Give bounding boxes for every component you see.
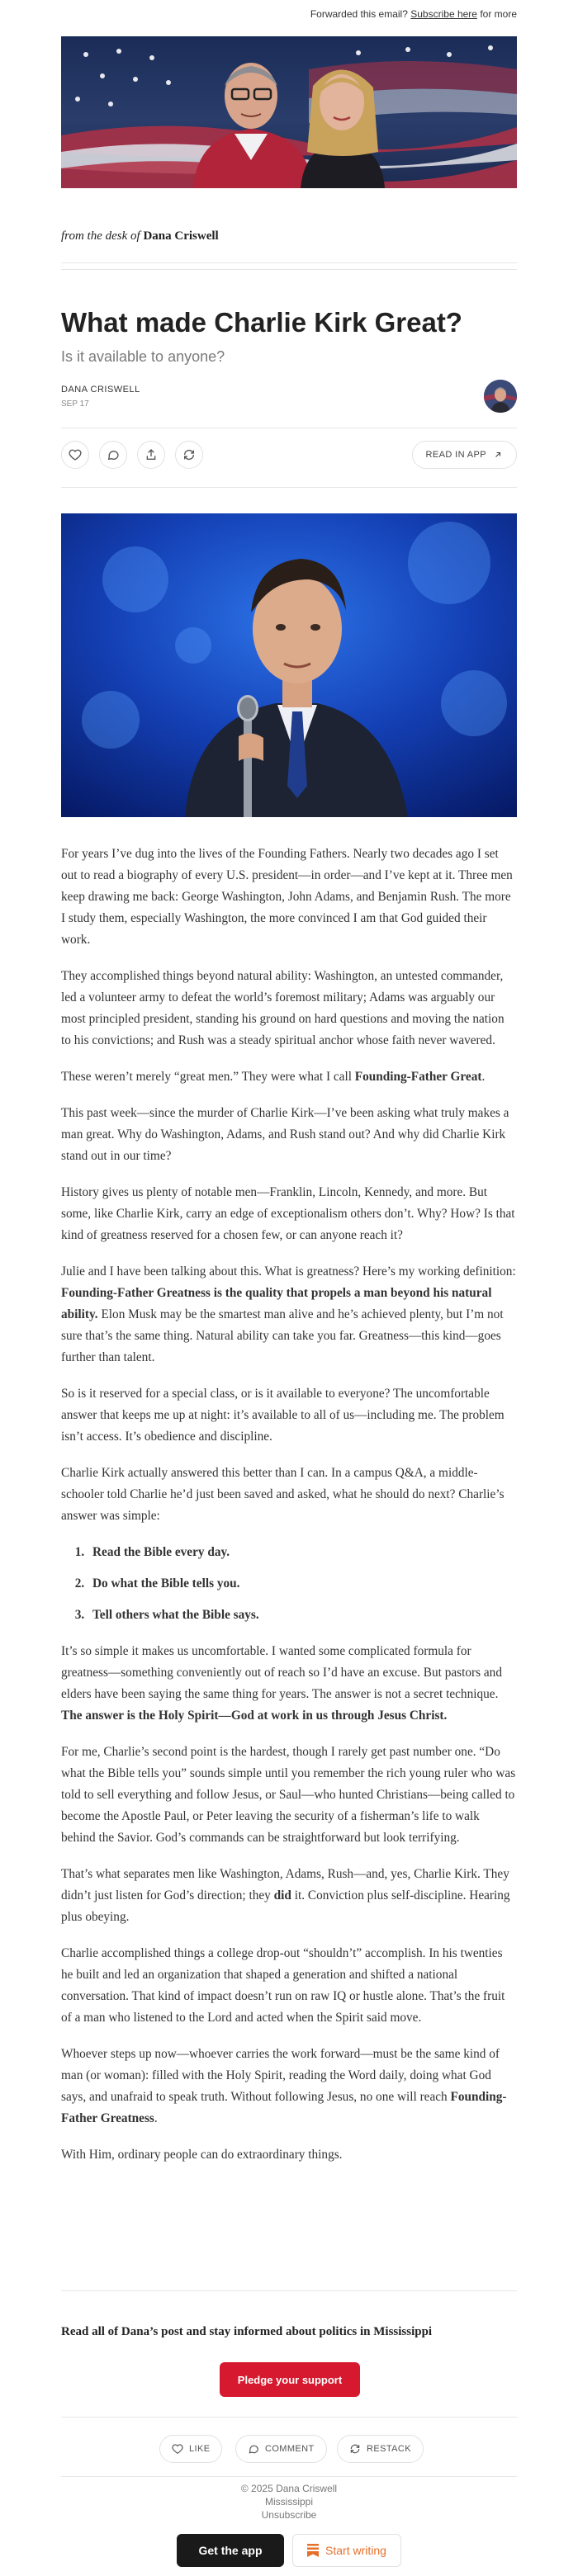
paragraph: That’s what separates men like Washington, Adams, Rush—and, yes, Charlie Kirk. They didn’t just listen for God’s direction; they did it. Conviction plus self-discipline. Hearing plus obeying. xyxy=(61,1867,510,1924)
bottom-action-bar xyxy=(0,2435,578,2465)
post-hero-image xyxy=(61,513,517,817)
footer-location: Mississippi xyxy=(264,2496,313,2507)
forwarded-text: Forwarded this email? xyxy=(310,8,408,20)
comment-icon xyxy=(107,448,120,461)
numbered-list xyxy=(61,1542,517,1626)
read-in-app-label: READ IN APP xyxy=(425,450,486,460)
heart-icon xyxy=(69,448,82,461)
comment-icon xyxy=(248,2443,259,2455)
start-writing-label: Start writing xyxy=(325,2544,386,2557)
author-avatar[interactable] xyxy=(484,380,517,413)
divider xyxy=(61,2417,517,2418)
publication-byline xyxy=(61,229,517,243)
restack-label: RESTACK xyxy=(367,2444,411,2454)
paragraph: They accomplished things beyond natural ability: Washington, an untested commander, led a volunteer army to defeat the world’s foremost military; Adams was arguably our most principled president, standing his ground on hard questions and moving the nation to his convictions; and Rush was a steady spiritual anchor whose faith never wavered. xyxy=(61,969,505,1047)
paragraph: History gives us plenty of notable men—Franklin, Lincoln, Kennedy, and more. But some, like Charlie Kirk, carry an edge of exceptionalism others don’t. Why? How? Is that kind of greatness reserved for a chosen few, or can anyone reach it? xyxy=(61,1185,515,1242)
post-title[interactable]: What made Charlie Kirk Great? xyxy=(61,307,462,338)
paragraph: For me, Charlie’s second point is the hardest, though I rarely get past number one. “Do what the Bible tells you” sounds simple until you remember the rich young ruler who was told to sell everything and follow Jesus, or Saul—who hunted Christians—being called to become the Apostle Paul, or Peter leaving the security of a fisherman’s life to walk behind the Savior. God’s commands can be straightforward but look terrifying. xyxy=(61,1745,516,1845)
list-item: 2. Do what the Bible tells you. xyxy=(88,1573,517,1595)
divider xyxy=(61,2290,517,2291)
paragraph: This past week—since the murder of Charlie Kirk—I’ve been asking what truly makes a man great. Why do Washington, Adams, and Rush stand out? And why did Charlie Kirk stand out in our time? xyxy=(61,1106,509,1163)
pledge-support-button[interactable]: Pledge your support xyxy=(220,2362,360,2397)
desk-name[interactable]: Dana Criswell xyxy=(143,229,219,243)
desk-prefix: from the desk of xyxy=(61,229,140,243)
forwarded-suffix: for more xyxy=(480,8,517,20)
like-button-bottom[interactable] xyxy=(159,2435,222,2463)
start-writing-button[interactable] xyxy=(292,2534,401,2567)
paragraph: Whoever steps up now—whoever carries the work forward—must be the same kind of man (or woman): filled with the Holy Spirit, reading the Word daily, doing what God says, and unafraid to speak truth. Without following Jesus, no one will reach Founding-Father Greatness. xyxy=(61,2047,507,2125)
read-in-app-button[interactable] xyxy=(412,441,517,469)
substack-logo-icon xyxy=(307,2544,319,2557)
unsubscribe-link[interactable]: Unsubscribe xyxy=(261,2509,317,2521)
comment-label: COMMENT xyxy=(265,2444,315,2454)
paragraph: Julie and I have been talking about this. What is greatness? Here’s my working definition: Founding-Father Greatness is the quality that propels a man beyond his natural ability. Elon Musk may be the smartest man alive and he’s achieved plenty, but I’m not sure that’s the same thing. Natural ability can take you far. Greatness—this kind—goes further than talent. xyxy=(61,1264,516,1364)
paragraph: Charlie accomplished things a college drop-out “shouldn’t” accomplish. In his twenties he built and led an organization that shaped a generation and shifted a national conversation. That kind of impact doesn’t run on raw IQ or hustle alone. That’s the fruit of a man who listened to the Lord and acted when the Spirit said move. xyxy=(61,1946,505,2025)
comment-button-bottom[interactable] xyxy=(235,2435,327,2463)
share-icon xyxy=(144,448,158,461)
subscribe-cta-text: Read all of Dana’s post and stay informed about politics in Mississippi xyxy=(61,2325,433,2338)
comment-button[interactable] xyxy=(99,441,127,469)
subscribe-link[interactable]: Subscribe here xyxy=(410,8,477,20)
share-button[interactable] xyxy=(137,441,165,469)
post-date: SEP 17 xyxy=(61,399,89,409)
post-author[interactable]: DANA CRISWELL xyxy=(61,385,140,395)
paragraph: These weren’t merely “great men.” They were what I call Founding-Father Great. xyxy=(61,1070,486,1084)
paragraph: So is it reserved for a special class, or is it available to everyone? The uncomfortable answer that keeps me up at night: it’s available to all of us—including me. The problem isn’t access. It’s obedience and discipline. xyxy=(61,1387,505,1444)
restack-icon xyxy=(349,2443,361,2455)
divider xyxy=(61,269,517,270)
paragraph: For years I’ve dug into the lives of the Founding Fathers. Nearly two decades ago I set out to read a biography of every U.S. president—in order—and I’ve kept at it. Three men keep drawing me back: George Washington, John Adams, and Benjamin Rush. The more I study them, especially Washington, the more convinced I am that God guided their work. xyxy=(61,847,513,947)
restack-button[interactable] xyxy=(175,441,203,469)
footer-copyright: © 2025 Dana Criswell xyxy=(240,2483,338,2494)
heart-icon xyxy=(172,2443,183,2455)
woman-figure xyxy=(301,69,385,188)
arrow-up-right-icon xyxy=(493,450,503,460)
post-body xyxy=(61,844,517,2181)
forwarded-notice xyxy=(310,8,517,20)
like-label: LIKE xyxy=(189,2444,211,2454)
paragraph: Charlie Kirk actually answered this better than I can. In a campus Q&A, a middle-schooler told Charlie he’d just been saved and asked, what he should do next? Charlie’s answer was simple: xyxy=(61,1466,505,1523)
divider xyxy=(61,487,517,488)
list-item: 1. Read the Bible every day. xyxy=(88,1542,517,1563)
post-subtitle: Is it available to anyone? xyxy=(61,348,225,365)
paragraph: It’s so simple it makes us uncomfortable. I wanted some complicated formula for greatness—something conveniently out of reach so I’d have an excuse. But pastors and elders have been saying the same thing for years. The answer is not a secret technique. The answer is the Holy Spirit—God at work in us through Jesus Christ. xyxy=(61,1644,502,1723)
paragraph: With Him, ordinary people can do extraordinary things. xyxy=(61,2148,343,2162)
publication-banner-image xyxy=(61,36,517,188)
like-button[interactable] xyxy=(61,441,89,469)
list-item: 3. Tell others what the Bible says. xyxy=(88,1605,517,1626)
divider xyxy=(61,262,517,263)
divider xyxy=(61,2476,517,2477)
get-the-app-button[interactable]: Get the app xyxy=(177,2534,284,2567)
restack-icon xyxy=(182,448,196,461)
restack-button-bottom[interactable] xyxy=(337,2435,424,2463)
post-action-bar xyxy=(61,441,517,474)
